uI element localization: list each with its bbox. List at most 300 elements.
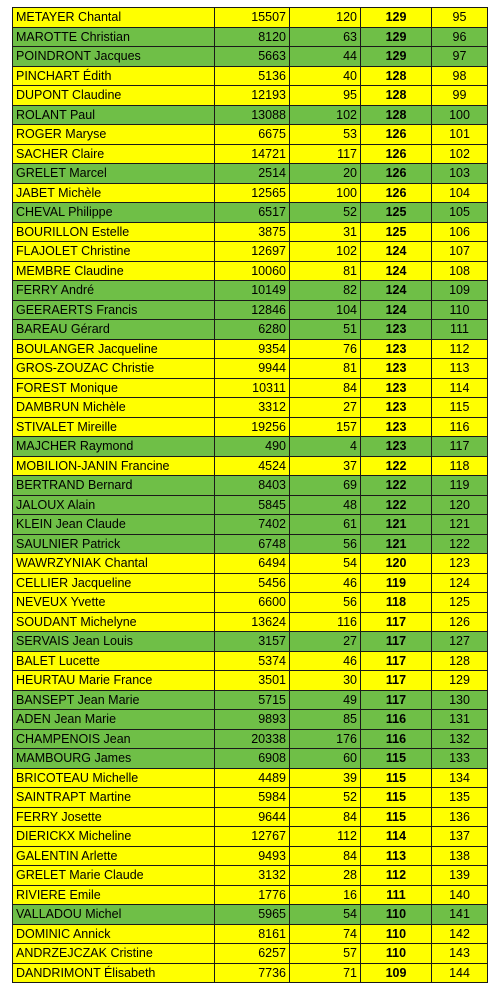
player-name-cell: FOREST Monique xyxy=(13,378,215,398)
player-name-cell: KLEIN Jean Claude xyxy=(13,515,215,535)
table-row xyxy=(13,885,488,905)
score-total-cell: 4489 xyxy=(215,768,290,788)
score-total-cell: 5374 xyxy=(215,651,290,671)
player-name-cell: CHAMPENOIS Jean xyxy=(13,729,215,749)
rank-cell: 125 xyxy=(432,593,488,613)
rank-cell: 98 xyxy=(432,66,488,86)
table-row xyxy=(13,710,488,730)
player-name-cell: GROS-ZOUZAC Christie xyxy=(13,359,215,379)
table-row xyxy=(13,924,488,944)
average-cell: 126 xyxy=(361,164,432,184)
table-row xyxy=(13,144,488,164)
average-cell: 124 xyxy=(361,261,432,281)
score-total-cell: 9893 xyxy=(215,710,290,730)
rank-cell: 126 xyxy=(432,612,488,632)
average-cell: 124 xyxy=(361,300,432,320)
rank-cell: 104 xyxy=(432,183,488,203)
games-count-cell: 53 xyxy=(290,125,361,145)
score-total-cell: 5965 xyxy=(215,905,290,925)
table-row xyxy=(13,612,488,632)
games-count-cell: 157 xyxy=(290,417,361,437)
table-row xyxy=(13,105,488,125)
player-name-cell: FERRY André xyxy=(13,281,215,301)
player-name-cell: FERRY Josette xyxy=(13,807,215,827)
average-cell: 129 xyxy=(361,8,432,28)
table-row xyxy=(13,846,488,866)
games-count-cell: 46 xyxy=(290,573,361,593)
player-name-cell: MAROTTE Christian xyxy=(13,27,215,47)
table-row xyxy=(13,320,488,340)
player-name-cell: PINCHART Édith xyxy=(13,66,215,86)
rank-cell: 124 xyxy=(432,573,488,593)
score-total-cell: 13624 xyxy=(215,612,290,632)
games-count-cell: 52 xyxy=(290,788,361,808)
table-row xyxy=(13,437,488,457)
games-count-cell: 81 xyxy=(290,261,361,281)
player-name-cell: ADEN Jean Marie xyxy=(13,710,215,730)
table-row xyxy=(13,183,488,203)
games-count-cell: 20 xyxy=(290,164,361,184)
score-total-cell: 5845 xyxy=(215,495,290,515)
rank-cell: 109 xyxy=(432,281,488,301)
table-row xyxy=(13,671,488,691)
score-total-cell: 3875 xyxy=(215,222,290,242)
player-name-cell: ROLANT Paul xyxy=(13,105,215,125)
score-total-cell: 5663 xyxy=(215,47,290,67)
rank-cell: 128 xyxy=(432,651,488,671)
games-count-cell: 117 xyxy=(290,144,361,164)
score-total-cell: 3501 xyxy=(215,671,290,691)
games-count-cell: 69 xyxy=(290,476,361,496)
table-row xyxy=(13,27,488,47)
score-total-cell: 5456 xyxy=(215,573,290,593)
rank-cell: 133 xyxy=(432,749,488,769)
average-cell: 124 xyxy=(361,281,432,301)
table-row xyxy=(13,651,488,671)
games-count-cell: 120 xyxy=(290,8,361,28)
rank-cell: 101 xyxy=(432,125,488,145)
player-name-cell: GALENTIN Arlette xyxy=(13,846,215,866)
games-count-cell: 30 xyxy=(290,671,361,691)
score-total-cell: 10311 xyxy=(215,378,290,398)
average-cell: 126 xyxy=(361,183,432,203)
player-name-cell: SACHER Claire xyxy=(13,144,215,164)
player-name-cell: MAMBOURG James xyxy=(13,749,215,769)
rank-cell: 114 xyxy=(432,378,488,398)
games-count-cell: 51 xyxy=(290,320,361,340)
table-row xyxy=(13,456,488,476)
average-cell: 128 xyxy=(361,105,432,125)
table-row xyxy=(13,242,488,262)
table-row xyxy=(13,495,488,515)
table-row xyxy=(13,749,488,769)
player-name-cell: STIVALET Mireille xyxy=(13,417,215,437)
player-name-cell: VALLADOU Michel xyxy=(13,905,215,925)
table-row xyxy=(13,398,488,418)
player-name-cell: DOMINIC Annick xyxy=(13,924,215,944)
score-total-cell: 19256 xyxy=(215,417,290,437)
average-cell: 110 xyxy=(361,905,432,925)
player-name-cell: JALOUX Alain xyxy=(13,495,215,515)
score-total-cell: 6517 xyxy=(215,203,290,223)
average-cell: 121 xyxy=(361,515,432,535)
player-name-cell: METAYER Chantal xyxy=(13,8,215,28)
average-cell: 112 xyxy=(361,866,432,886)
average-cell: 126 xyxy=(361,144,432,164)
rank-cell: 130 xyxy=(432,690,488,710)
table-row xyxy=(13,593,488,613)
average-cell: 123 xyxy=(361,398,432,418)
player-name-cell: DIERICKX Micheline xyxy=(13,827,215,847)
table-row xyxy=(13,788,488,808)
score-total-cell: 6494 xyxy=(215,554,290,574)
games-count-cell: 39 xyxy=(290,768,361,788)
games-count-cell: 84 xyxy=(290,807,361,827)
average-cell: 115 xyxy=(361,807,432,827)
rank-cell: 131 xyxy=(432,710,488,730)
games-count-cell: 52 xyxy=(290,203,361,223)
rank-cell: 143 xyxy=(432,944,488,964)
table-row xyxy=(13,905,488,925)
score-total-cell: 6748 xyxy=(215,534,290,554)
games-count-cell: 95 xyxy=(290,86,361,106)
table-row xyxy=(13,632,488,652)
score-total-cell: 12767 xyxy=(215,827,290,847)
rank-cell: 141 xyxy=(432,905,488,925)
player-name-cell: GEERAERTS Francis xyxy=(13,300,215,320)
games-count-cell: 27 xyxy=(290,632,361,652)
rank-cell: 122 xyxy=(432,534,488,554)
player-name-cell: MAJCHER Raymond xyxy=(13,437,215,457)
rank-cell: 136 xyxy=(432,807,488,827)
games-count-cell: 40 xyxy=(290,66,361,86)
rank-cell: 96 xyxy=(432,27,488,47)
table-row xyxy=(13,359,488,379)
rank-cell: 118 xyxy=(432,456,488,476)
score-total-cell: 3312 xyxy=(215,398,290,418)
average-cell: 122 xyxy=(361,456,432,476)
player-name-cell: DAMBRUN Michèle xyxy=(13,398,215,418)
ranking-table xyxy=(12,7,488,983)
average-cell: 109 xyxy=(361,963,432,983)
score-total-cell: 14721 xyxy=(215,144,290,164)
games-count-cell: 84 xyxy=(290,378,361,398)
table-row xyxy=(13,944,488,964)
rank-cell: 103 xyxy=(432,164,488,184)
games-count-cell: 104 xyxy=(290,300,361,320)
rank-cell: 140 xyxy=(432,885,488,905)
player-name-cell: BRICOTEAU Michelle xyxy=(13,768,215,788)
games-count-cell: 71 xyxy=(290,963,361,983)
average-cell: 110 xyxy=(361,924,432,944)
rank-cell: 123 xyxy=(432,554,488,574)
rank-cell: 115 xyxy=(432,398,488,418)
table-row xyxy=(13,866,488,886)
score-total-cell: 5715 xyxy=(215,690,290,710)
score-total-cell: 9354 xyxy=(215,339,290,359)
table-row xyxy=(13,729,488,749)
rank-cell: 102 xyxy=(432,144,488,164)
table-row xyxy=(13,125,488,145)
average-cell: 123 xyxy=(361,320,432,340)
games-count-cell: 27 xyxy=(290,398,361,418)
player-name-cell: SAINTRAPT Martine xyxy=(13,788,215,808)
average-cell: 122 xyxy=(361,476,432,496)
score-total-cell: 6675 xyxy=(215,125,290,145)
player-name-cell: NEVEUX Yvette xyxy=(13,593,215,613)
player-name-cell: BERTRAND Bernard xyxy=(13,476,215,496)
rank-cell: 138 xyxy=(432,846,488,866)
games-count-cell: 16 xyxy=(290,885,361,905)
average-cell: 123 xyxy=(361,378,432,398)
player-name-cell: BOULANGER Jacqueline xyxy=(13,339,215,359)
rank-cell: 139 xyxy=(432,866,488,886)
rank-cell: 144 xyxy=(432,963,488,983)
games-count-cell: 56 xyxy=(290,593,361,613)
rank-cell: 100 xyxy=(432,105,488,125)
rank-cell: 108 xyxy=(432,261,488,281)
score-total-cell: 12193 xyxy=(215,86,290,106)
games-count-cell: 37 xyxy=(290,456,361,476)
score-total-cell: 12697 xyxy=(215,242,290,262)
score-total-cell: 10060 xyxy=(215,261,290,281)
table-row xyxy=(13,476,488,496)
games-count-cell: 84 xyxy=(290,846,361,866)
score-total-cell: 6908 xyxy=(215,749,290,769)
score-total-cell: 20338 xyxy=(215,729,290,749)
rank-cell: 142 xyxy=(432,924,488,944)
player-name-cell: SAULNIER Patrick xyxy=(13,534,215,554)
score-total-cell: 10149 xyxy=(215,281,290,301)
games-count-cell: 46 xyxy=(290,651,361,671)
table-row xyxy=(13,261,488,281)
rank-cell: 106 xyxy=(432,222,488,242)
table-row xyxy=(13,827,488,847)
score-total-cell: 8403 xyxy=(215,476,290,496)
player-name-cell: HEURTAU Marie France xyxy=(13,671,215,691)
average-cell: 128 xyxy=(361,66,432,86)
rank-cell: 134 xyxy=(432,768,488,788)
table-row xyxy=(13,515,488,535)
rank-cell: 99 xyxy=(432,86,488,106)
average-cell: 124 xyxy=(361,242,432,262)
average-cell: 117 xyxy=(361,671,432,691)
rank-cell: 95 xyxy=(432,8,488,28)
score-total-cell: 12565 xyxy=(215,183,290,203)
table-row xyxy=(13,963,488,983)
player-name-cell: SERVAIS Jean Louis xyxy=(13,632,215,652)
player-name-cell: MOBILION-JANIN Francine xyxy=(13,456,215,476)
average-cell: 118 xyxy=(361,593,432,613)
score-total-cell: 7736 xyxy=(215,963,290,983)
games-count-cell: 48 xyxy=(290,495,361,515)
player-name-cell: BALET Lucette xyxy=(13,651,215,671)
table-row xyxy=(13,164,488,184)
games-count-cell: 54 xyxy=(290,905,361,925)
score-total-cell: 12846 xyxy=(215,300,290,320)
player-name-cell: BOURILLON Estelle xyxy=(13,222,215,242)
score-total-cell: 9644 xyxy=(215,807,290,827)
table-row xyxy=(13,281,488,301)
table-row xyxy=(13,222,488,242)
average-cell: 116 xyxy=(361,729,432,749)
rank-cell: 121 xyxy=(432,515,488,535)
average-cell: 115 xyxy=(361,788,432,808)
rank-cell: 135 xyxy=(432,788,488,808)
player-name-cell: BAREAU Gérard xyxy=(13,320,215,340)
score-total-cell: 8161 xyxy=(215,924,290,944)
average-cell: 115 xyxy=(361,768,432,788)
average-cell: 120 xyxy=(361,554,432,574)
average-cell: 119 xyxy=(361,573,432,593)
rank-cell: 110 xyxy=(432,300,488,320)
average-cell: 114 xyxy=(361,827,432,847)
score-total-cell: 6280 xyxy=(215,320,290,340)
player-name-cell: CHEVAL Philippe xyxy=(13,203,215,223)
rank-cell: 111 xyxy=(432,320,488,340)
games-count-cell: 76 xyxy=(290,339,361,359)
table-row xyxy=(13,768,488,788)
table-row xyxy=(13,339,488,359)
table-row xyxy=(13,8,488,28)
player-name-cell: FLAJOLET Christine xyxy=(13,242,215,262)
games-count-cell: 4 xyxy=(290,437,361,457)
player-name-cell: POINDRONT Jacques xyxy=(13,47,215,67)
player-name-cell: BANSEPT Jean Marie xyxy=(13,690,215,710)
average-cell: 117 xyxy=(361,690,432,710)
average-cell: 122 xyxy=(361,495,432,515)
average-cell: 129 xyxy=(361,47,432,67)
games-count-cell: 112 xyxy=(290,827,361,847)
games-count-cell: 28 xyxy=(290,866,361,886)
table-row xyxy=(13,807,488,827)
table-row xyxy=(13,573,488,593)
score-total-cell: 490 xyxy=(215,437,290,457)
rank-cell: 132 xyxy=(432,729,488,749)
score-total-cell: 3132 xyxy=(215,866,290,886)
player-name-cell: DUPONT Claudine xyxy=(13,86,215,106)
rank-cell: 116 xyxy=(432,417,488,437)
score-total-cell: 13088 xyxy=(215,105,290,125)
games-count-cell: 102 xyxy=(290,242,361,262)
score-total-cell: 6600 xyxy=(215,593,290,613)
score-total-cell: 6257 xyxy=(215,944,290,964)
score-total-cell: 1776 xyxy=(215,885,290,905)
games-count-cell: 57 xyxy=(290,944,361,964)
score-total-cell: 4524 xyxy=(215,456,290,476)
games-count-cell: 82 xyxy=(290,281,361,301)
ranking-table-body xyxy=(13,8,488,983)
rank-cell: 119 xyxy=(432,476,488,496)
average-cell: 121 xyxy=(361,534,432,554)
rank-cell: 105 xyxy=(432,203,488,223)
table-row xyxy=(13,300,488,320)
player-name-cell: DANDRIMONT Élisabeth xyxy=(13,963,215,983)
average-cell: 123 xyxy=(361,359,432,379)
table-row xyxy=(13,86,488,106)
player-name-cell: WAWRZYNIAK Chantal xyxy=(13,554,215,574)
games-count-cell: 74 xyxy=(290,924,361,944)
table-row xyxy=(13,378,488,398)
player-name-cell: GRELET Marcel xyxy=(13,164,215,184)
player-name-cell: GRELET Marie Claude xyxy=(13,866,215,886)
average-cell: 125 xyxy=(361,203,432,223)
average-cell: 116 xyxy=(361,710,432,730)
average-cell: 113 xyxy=(361,846,432,866)
rank-cell: 127 xyxy=(432,632,488,652)
rank-cell: 120 xyxy=(432,495,488,515)
player-name-cell: MEMBRE Claudine xyxy=(13,261,215,281)
average-cell: 125 xyxy=(361,222,432,242)
average-cell: 117 xyxy=(361,651,432,671)
player-name-cell: RIVIERE Emile xyxy=(13,885,215,905)
games-count-cell: 61 xyxy=(290,515,361,535)
games-count-cell: 102 xyxy=(290,105,361,125)
score-total-cell: 7402 xyxy=(215,515,290,535)
games-count-cell: 85 xyxy=(290,710,361,730)
games-count-cell: 31 xyxy=(290,222,361,242)
score-total-cell: 9944 xyxy=(215,359,290,379)
table-row xyxy=(13,690,488,710)
score-total-cell: 15507 xyxy=(215,8,290,28)
rank-cell: 117 xyxy=(432,437,488,457)
games-count-cell: 100 xyxy=(290,183,361,203)
table-row xyxy=(13,534,488,554)
table-row xyxy=(13,47,488,67)
rank-cell: 107 xyxy=(432,242,488,262)
player-name-cell: JABET Michèle xyxy=(13,183,215,203)
games-count-cell: 56 xyxy=(290,534,361,554)
games-count-cell: 116 xyxy=(290,612,361,632)
table-row xyxy=(13,66,488,86)
average-cell: 128 xyxy=(361,86,432,106)
games-count-cell: 63 xyxy=(290,27,361,47)
games-count-cell: 60 xyxy=(290,749,361,769)
table-row xyxy=(13,554,488,574)
player-name-cell: CELLIER Jacqueline xyxy=(13,573,215,593)
rank-cell: 137 xyxy=(432,827,488,847)
score-total-cell: 9493 xyxy=(215,846,290,866)
games-count-cell: 49 xyxy=(290,690,361,710)
average-cell: 123 xyxy=(361,417,432,437)
table-row xyxy=(13,417,488,437)
games-count-cell: 176 xyxy=(290,729,361,749)
rank-cell: 113 xyxy=(432,359,488,379)
games-count-cell: 44 xyxy=(290,47,361,67)
score-total-cell: 2514 xyxy=(215,164,290,184)
player-name-cell: SOUDANT Michelyne xyxy=(13,612,215,632)
score-total-cell: 3157 xyxy=(215,632,290,652)
player-name-cell: ROGER Maryse xyxy=(13,125,215,145)
score-total-cell: 5136 xyxy=(215,66,290,86)
rank-cell: 129 xyxy=(432,671,488,691)
average-cell: 117 xyxy=(361,632,432,652)
rank-cell: 112 xyxy=(432,339,488,359)
average-cell: 123 xyxy=(361,437,432,457)
rank-cell: 97 xyxy=(432,47,488,67)
score-total-cell: 5984 xyxy=(215,788,290,808)
player-name-cell: ANDRZEJCZAK Cristine xyxy=(13,944,215,964)
average-cell: 126 xyxy=(361,125,432,145)
average-cell: 123 xyxy=(361,339,432,359)
average-cell: 129 xyxy=(361,27,432,47)
average-cell: 110 xyxy=(361,944,432,964)
table-row xyxy=(13,203,488,223)
games-count-cell: 81 xyxy=(290,359,361,379)
average-cell: 115 xyxy=(361,749,432,769)
average-cell: 111 xyxy=(361,885,432,905)
score-total-cell: 8120 xyxy=(215,27,290,47)
